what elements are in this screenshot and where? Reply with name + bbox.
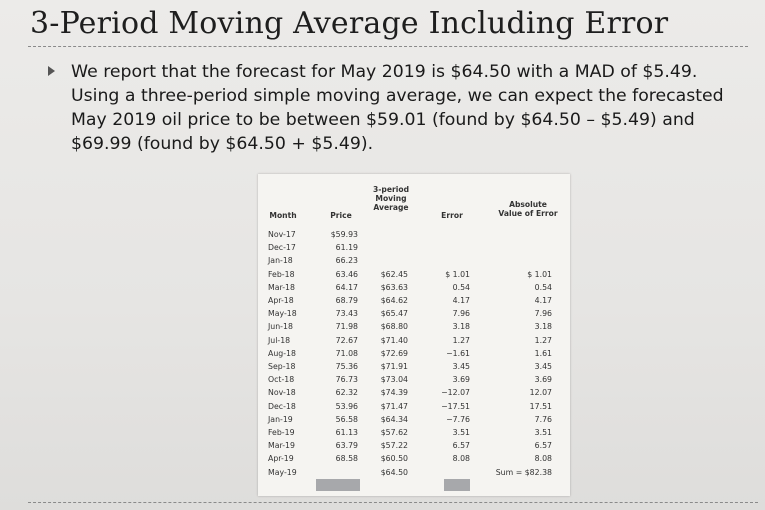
row-month: Feb-19 (268, 428, 295, 437)
row-moving-average: $71.47 (380, 401, 408, 411)
blank-error-box (444, 479, 470, 491)
row-absolute-error: 12.07 (529, 388, 552, 398)
row-absolute-error: $ 1.01 (527, 269, 552, 279)
row-absolute-error: 3.45 (534, 362, 552, 371)
row-absolute-error: 8.08 (534, 454, 552, 464)
slide-title: 3-Period Moving Average Including Error (30, 6, 669, 41)
row-moving-average: $64.62 (380, 296, 408, 305)
row-absolute-error: 1.27 (534, 335, 552, 345)
row-error: 4.17 (452, 296, 470, 305)
row-price: 76.73 (335, 375, 358, 385)
row-price: 66.23 (335, 256, 358, 266)
row-absolute-error: 0.54 (534, 282, 552, 292)
row-error: 3.45 (452, 362, 470, 371)
row-moving-average: $65.47 (380, 309, 408, 319)
row-month: Aug-18 (268, 348, 296, 358)
row-price: 75.36 (335, 362, 358, 371)
row-error: 6.57 (452, 441, 470, 451)
row-price: 61.13 (335, 428, 358, 437)
footer-divider (28, 502, 758, 503)
row-price: 63.46 (335, 269, 358, 279)
row-month: May-18 (268, 309, 297, 319)
row-price: 73.43 (335, 309, 358, 319)
row-moving-average: $72.69 (380, 348, 408, 358)
row-month: Nov-18 (268, 388, 296, 398)
row-price: $59.93 (330, 230, 358, 239)
row-absolute-error: 3.18 (534, 322, 552, 332)
header-error: Error (441, 211, 463, 220)
row-moving-average: $57.22 (380, 441, 408, 451)
header-month: Month (269, 211, 297, 220)
row-month: Dec-17 (268, 243, 296, 253)
row-error: −7.76 (446, 414, 470, 424)
row-absolute-error: 6.57 (534, 441, 552, 451)
row-month: Feb-18 (268, 269, 295, 279)
row-moving-average: $63.63 (380, 282, 408, 292)
row-moving-average: $60.50 (380, 454, 408, 464)
row-moving-average: $73.04 (380, 375, 408, 385)
row-error: 8.08 (452, 454, 470, 464)
header-avg-line2: Moving (375, 194, 407, 203)
row-month: Sep-18 (268, 362, 296, 371)
row-error: −1.61 (446, 348, 470, 358)
blank-price-box (316, 479, 360, 491)
row-month: Jan-19 (268, 414, 293, 424)
header-abs-line1: Absolute (509, 200, 547, 209)
row-price: 56.58 (335, 414, 358, 424)
row-error: −17.51 (441, 401, 470, 411)
header-avg-line3: Average (373, 203, 409, 212)
row-error: 7.96 (452, 309, 470, 319)
row-price: 68.79 (335, 296, 358, 305)
row-moving-average: $64.34 (380, 414, 408, 424)
row-moving-average: $64.50 (380, 467, 408, 477)
row-error: $ 1.01 (445, 269, 470, 279)
row-price: 71.98 (335, 322, 358, 332)
row-month: Oct-18 (268, 375, 295, 385)
row-moving-average: $71.91 (380, 362, 408, 371)
bullet-paragraph: We report that the forecast for May 2019 is $64.50 with a MAD of $5.49. Using a three-period simple moving average, we can expect the forecasted May 2019 oil price to be between $59.01 (found by $64.50 – $5.49) and $69.99 (found by $64.50 + $5.49). (71, 62, 724, 154)
row-month: Jun-18 (268, 322, 293, 332)
row-error: 1.27 (452, 335, 470, 345)
row-month: Mar-19 (268, 441, 295, 451)
bullet-arrow-icon (48, 66, 55, 76)
row-error: −12.07 (441, 388, 470, 398)
row-month: May-19 (268, 467, 297, 477)
row-month: Nov-17 (268, 230, 296, 239)
row-error: 0.54 (452, 282, 470, 292)
row-absolute-error: Sum = $82.38 (495, 467, 552, 477)
title-divider (28, 46, 748, 47)
row-price: 53.96 (335, 401, 358, 411)
row-error: 3.18 (452, 322, 470, 332)
row-absolute-error: 3.51 (534, 428, 552, 437)
row-month: Apr-18 (268, 296, 294, 305)
header-avg-line1: 3-period (372, 185, 410, 194)
row-absolute-error: 1.61 (534, 348, 552, 358)
row-absolute-error: 17.51 (529, 401, 552, 411)
row-moving-average: $57.62 (380, 428, 408, 437)
row-absolute-error: 7.76 (534, 414, 552, 424)
row-price: 62.32 (335, 388, 358, 398)
header-price: Price (330, 211, 352, 220)
row-month: Mar-18 (268, 282, 295, 292)
row-month: Jan-18 (268, 256, 293, 266)
row-moving-average: $68.80 (380, 322, 408, 332)
moving-average-table (258, 174, 570, 496)
row-error: 3.51 (452, 428, 470, 437)
header-abs-line2: Value of Error (498, 209, 558, 218)
row-moving-average: $71.40 (380, 335, 408, 345)
row-price: 63.79 (335, 441, 358, 451)
row-price: 61.19 (335, 243, 358, 253)
row-absolute-error: 4.17 (534, 296, 552, 305)
row-error: 3.69 (452, 375, 470, 385)
row-absolute-error: 7.96 (534, 309, 552, 319)
row-price: 64.17 (335, 282, 358, 292)
row-month: Apr-19 (268, 454, 294, 464)
row-month: Dec-18 (268, 401, 296, 411)
row-price: 68.58 (335, 454, 358, 464)
row-moving-average: $74.39 (380, 388, 408, 398)
row-absolute-error: 3.69 (534, 375, 552, 385)
row-month: Jul-18 (268, 335, 291, 345)
row-price: 72.67 (335, 335, 358, 345)
row-moving-average: $62.45 (380, 269, 408, 279)
row-price: 71.08 (335, 348, 358, 358)
